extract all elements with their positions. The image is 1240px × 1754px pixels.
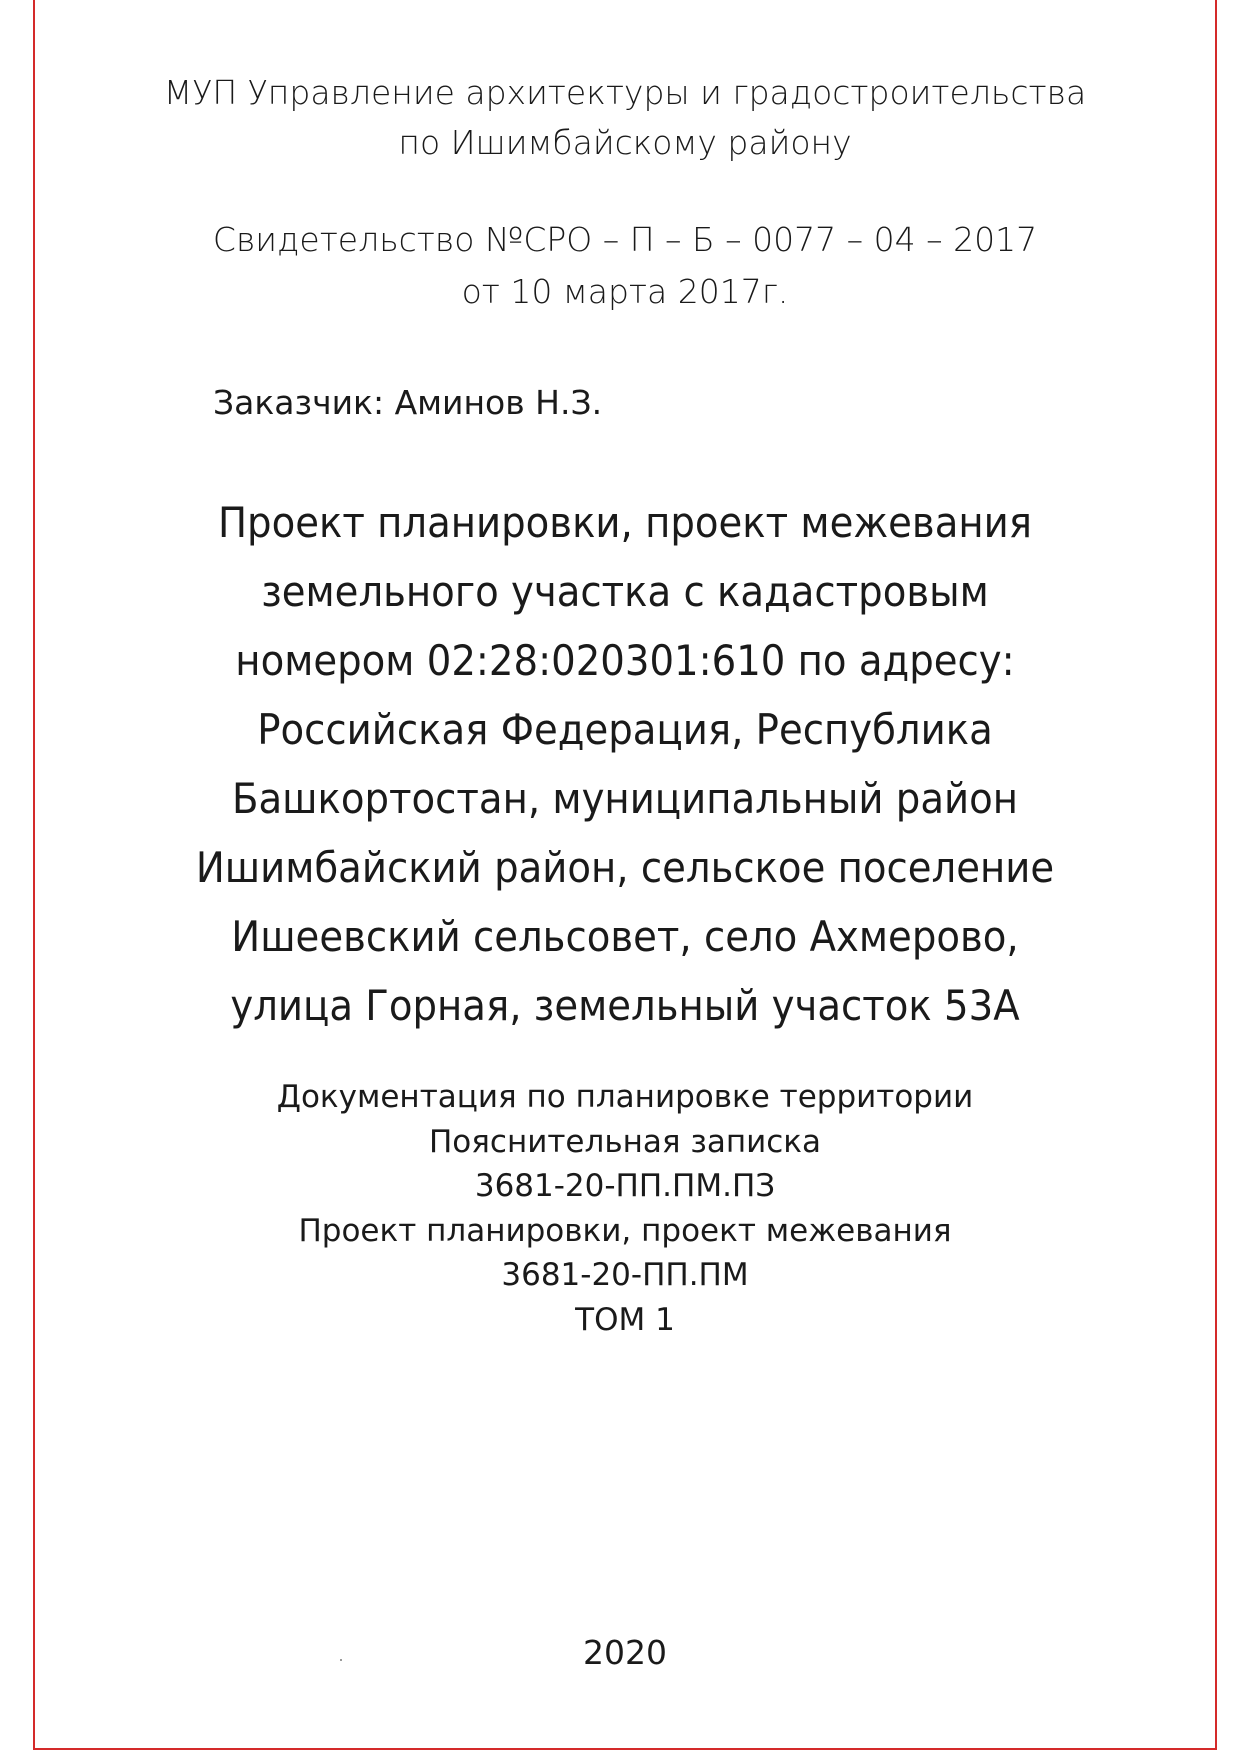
project-code: 3681-20-ПП.ПМ [501, 1257, 749, 1293]
title-line: земельного участка с кадастровым [261, 567, 989, 616]
title-line: Ишимбайский район, сельское поселение [195, 843, 1055, 892]
customer-line: Заказчик: Аминов Н.З. [213, 383, 603, 422]
title-line: Российская Федерация, Республика [257, 705, 993, 754]
title-line: улица Горная, земельный участок 53А [230, 981, 1020, 1030]
title-line: Ишеевский сельсовет, село Ахмерово, [231, 912, 1019, 961]
document-title [80, 488, 1169, 1040]
volume-label: ТОМ 1 [575, 1301, 675, 1338]
certificate-block [33, 214, 1217, 318]
title-line: Проект планировки, проект межевания [217, 498, 1032, 547]
title-line: номером 02:28:020301:610 по адресу: [235, 636, 1015, 685]
year: 2020 [583, 1633, 667, 1672]
documentation-block [33, 1075, 1217, 1342]
organization-line-2: по Ишимбайскому району [398, 123, 852, 162]
certificate-date: от 10 марта 2017г. [461, 272, 789, 311]
title-line: Башкортостан, муниципальный район [231, 774, 1019, 823]
project-label: Проект планировки, проект межевания [298, 1212, 952, 1249]
certificate-number: Свидетельство №СРО – П – Б – 0077 – 04 – 2017 [212, 220, 1038, 259]
explanatory-note-code: 3681-20-ПП.ПМ.ПЗ [474, 1168, 776, 1204]
explanatory-note-label: Пояснительная записка [428, 1123, 822, 1160]
organization-line-1: МУП Управление архитектуры и градостроительства [163, 73, 1087, 112]
organization-header [33, 68, 1217, 168]
documentation-type: Документация по планировке территории [276, 1079, 974, 1115]
